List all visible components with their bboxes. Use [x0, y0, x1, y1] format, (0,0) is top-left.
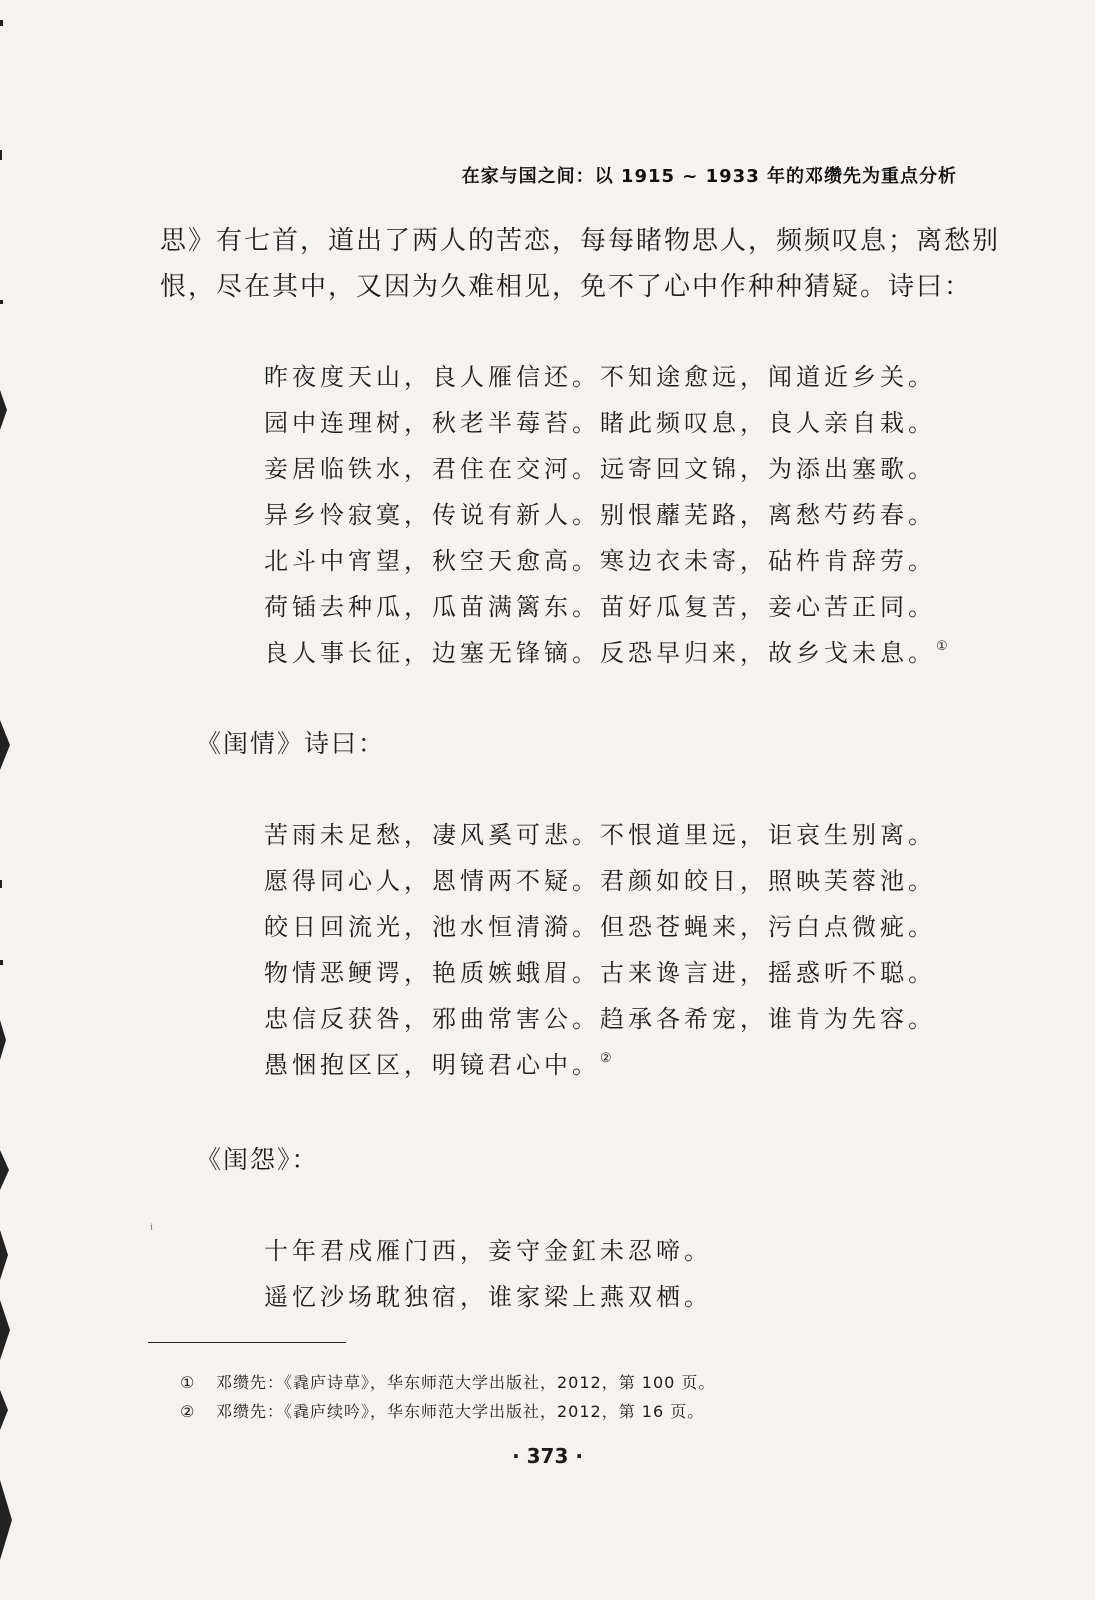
poem-line: 北斗中宵望，秋空天愈高。寒边衣未寄，砧杵肯辞劳。	[264, 547, 936, 575]
poem-seven-verses	[264, 354, 964, 676]
intro-paragraph	[160, 218, 1001, 310]
poem-line: 忠信反获咎，邪曲常害公。趋承各希宠，谁肯为先容。	[264, 1005, 936, 1033]
poem-line	[264, 1042, 964, 1088]
footnote-mark: ①	[180, 1373, 196, 1392]
poem-guiyuan	[264, 1228, 964, 1320]
poem-line: 物情恶鲠谔，艳质嫉蛾眉。古来谗言进，摇惑听不聪。	[264, 959, 936, 987]
poem-line: 荷锸去种瓜，瓜苗满篱东。苗好瓜复苦，妾心苦正同。	[264, 593, 936, 621]
poem-line	[264, 630, 964, 676]
running-head: 在家与国之间：以 1915 ~ 1933 年的邓缵先为重点分析	[461, 166, 957, 187]
paragraph-line: 思》有七首，道出了两人的苦恋，每每睹物思人，频频叹息；离愁别	[160, 226, 1001, 256]
poem-line: 园中连理树，秋老半莓苔。睹此频叹息，良人亲自栽。	[264, 409, 936, 437]
poem-line: 十年君戍雁门西，妾守金釭未忍啼。	[264, 1237, 712, 1265]
paragraph-line: 恨，尽在其中，又因为久难相见，免不了心中作种种猜疑。诗曰：	[160, 272, 973, 302]
section-heading-guiqing: 《闺情》诗曰：	[196, 729, 386, 758]
poem-line: 妾居临铁水，君住在交河。远寄回文锦，为添出塞歌。	[264, 455, 936, 483]
footnote-divider	[148, 1342, 346, 1343]
footnotes	[180, 1368, 715, 1426]
poem-line-text: 良人事长征，边塞无锋镝。反恐早归来，故乡戈未息。	[264, 639, 936, 667]
poem-line-text: 愚悃抱区区，明镜君心中。	[264, 1051, 600, 1079]
footnote-2	[180, 1397, 715, 1426]
poem-line: 遥忆沙场耽独宿，谁家梁上燕双栖。	[264, 1283, 712, 1311]
page-number: · 373 ·	[512, 1444, 583, 1468]
section-heading-guiyuan: 《闺怨》：	[196, 1145, 319, 1174]
scan-speck: ⁱ	[150, 1222, 153, 1238]
poem-line: 异乡怜寂寞，传说有新人。别恨蘼芜路，离愁芍药春。	[264, 501, 936, 529]
scan-edge-marks	[0, 0, 14, 1600]
poem-line: 皎日回流光，池水恒清漪。但恐苍蝇来，污白点微疵。	[264, 913, 936, 941]
footnote-ref-1[interactable]: ①	[936, 639, 948, 654]
poem-line: 愿得同心人，恩情两不疑。君颜如皎日，照映芙蓉池。	[264, 867, 936, 895]
footnote-ref-2[interactable]: ②	[600, 1051, 612, 1066]
poem-line: 苦雨未足愁，凄风奚可悲。不恨道里远，讵哀生别离。	[264, 821, 936, 849]
footnote-text: 邓缵先：《毳庐续吟》，华东师范大学出版社，2012，第 16 页。	[216, 1402, 705, 1421]
poem-line: 昨夜度天山，良人雁信还。不知途愈远，闻道近乡关。	[264, 363, 936, 391]
footnote-mark: ②	[180, 1402, 196, 1421]
footnote-text: 邓缵先：《毳庐诗草》，华东师范大学出版社，2012，第 100 页。	[216, 1373, 716, 1392]
footnote-1	[180, 1368, 715, 1397]
poem-guiqing	[264, 812, 964, 1088]
